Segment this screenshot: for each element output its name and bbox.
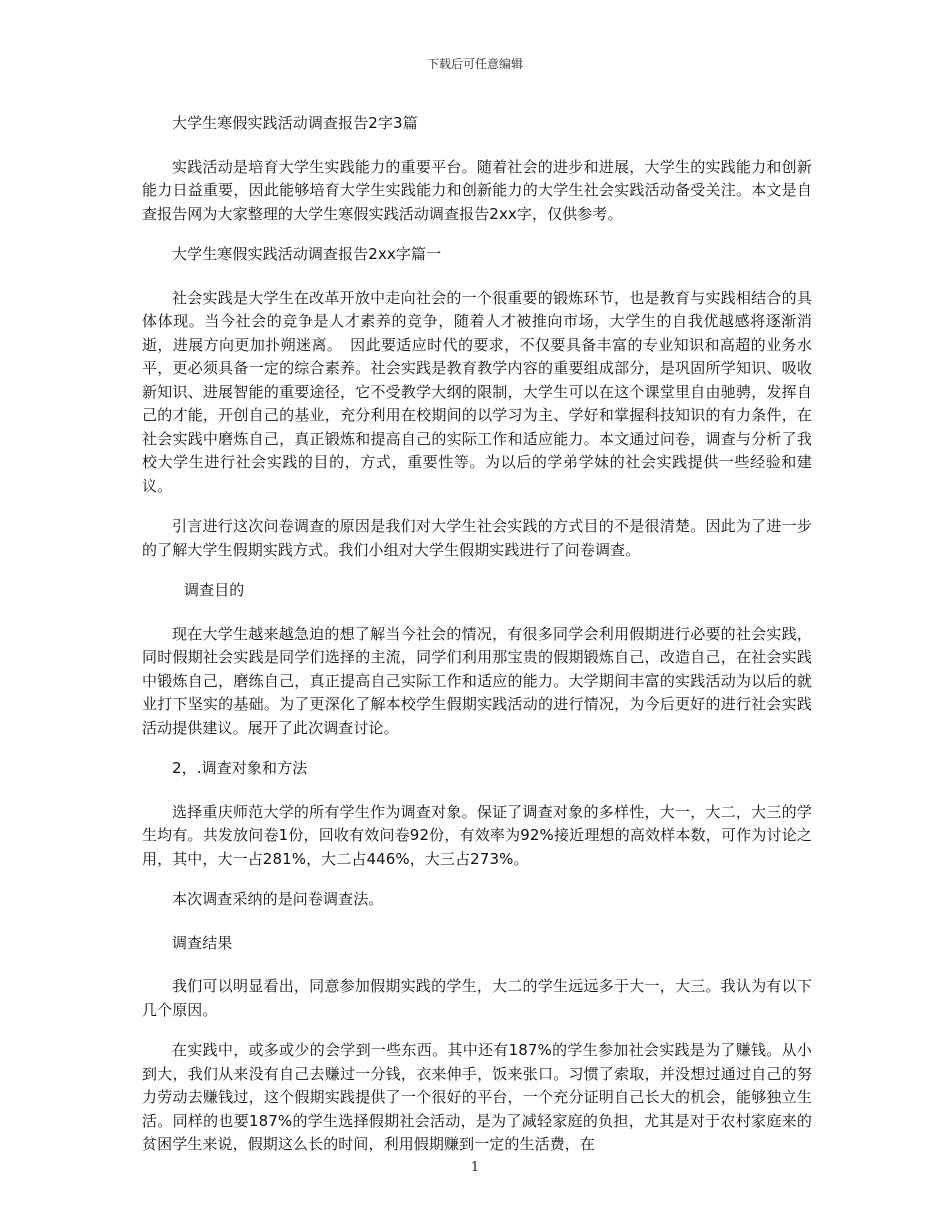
page-number: 1 bbox=[470, 1160, 480, 1175]
section-heading-subjects-methods: 2，.调查对象和方法 bbox=[172, 759, 308, 777]
page-header: 下载后可任意编辑 bbox=[426, 57, 523, 71]
paragraph-purpose: 现在大学生越来越急迫的想了解当今社会的情况，有很多同学会利用假期进行必要的社会实践，同时假期社会实践是同学们选择的主流，同学们利用那宝贵的假期锻炼自己，改造自己，在社会实践中锻炼自己，磨练自己，真正提高自己实际工作和适应的能力。大学期间丰富的实践活动为以后的就业打下坚实的基础。为了更深化了解本校学生假期实践活动的进行情况，为今后更好的进行社会实践活动提供建议。展开了此次调查讨论。 bbox=[142, 624, 812, 737]
paragraph-social-practice: 社会实践是大学生在改革开放中走向社会的一个很重要的锻炼环节，也是教育与实践相结合的具体体现。当今社会的竞争是人才素养的竞争，随着人才被推向市场，大学生的自我优越感将逐渐消逝，进展方向更加扑朔迷离。 因此要适应时代的要求，不仅要具备丰富的专业知识和高超的业务水平，更必须具备一定的综合素养。社会实践是教育教学内容的重要组成部分，是巩固所学知识、吸收新知识、进展智能的重要途径，它不受教学大纲的限制，大学生可以在这个课堂里自由驰骋，发挥自己的才能，开创自己的基业，充分利用在校期间的以学习为主、学好和掌握科技知识的有力条件，在社会实践中磨炼自己，真正锻炼和提高自己的实际工作和适应能力。本文通过问卷，调查与分析了我校大学生进行社会实践的目的，方式，重要性等。为以后的学弟学妹的社会实践提供一些经验和建议。 bbox=[142, 288, 812, 495]
section-heading-part-one: 大学生寒假实践活动调查报告2xx字篇一 bbox=[172, 245, 442, 263]
paragraph-results: 我们可以明显看出，同意参加假期实践的学生，大二的学生远远多于大一，大三。我认为有以下几个原因。 bbox=[142, 977, 812, 1019]
section-heading-results: 调查结果 bbox=[172, 933, 233, 952]
paragraph-preface: 引言进行这次问卷调查的原因是我们对大学生社会实践的方式目的不是很清楚。因此为了进一步的了解大学生假期实践方式。我们小组对大学生假期实践进行了问卷调查。 bbox=[142, 517, 812, 559]
document-title: 大学生寒假实践活动调查报告2字3篇 bbox=[172, 114, 418, 132]
paragraph-subjects: 选择重庆师范大学的所有学生作为调查对象。保证了调查对象的多样性，大一，大二，大三的学生均有。共发放问卷1份，回收有效问卷92份，有效率为92%接近理想的高效样本数，可作为讨论之用，其中，大一占281%，大二占446%，大三占273%。 bbox=[142, 802, 812, 868]
document-body bbox=[142, 112, 812, 1174]
section-heading-purpose: 调查目的 bbox=[184, 581, 245, 599]
paragraph-intro: 实践活动是培育大学生实践能力的重要平台。随着社会的进步和进展，大学生的实践能力和创新能力日益重要，因此能够培育大学生实践能力和创新能力的大学生社会实践活动备受关注。本文是自查报告网为大家整理的大学生寒假实践活动调查报告2xx字，仅供参考。 bbox=[142, 157, 812, 223]
paragraph-method: 本次调查采纳的是问卷调查法。 bbox=[172, 890, 384, 908]
paragraph-practice-gains: 在实践中，或多或少的会学到一些东西。其中还有187%的学生参加社会实践是为了赚钱。从小到大，我们从来没有自己去赚过一分钱，衣来伸手，饭来张口。习惯了索取，并没想过通过自己的努力劳动去赚钱过，这个假期实践提供了一个很好的平台，一个充分证明自己长大的机会，能够独立生活。同样的也要187%的学生选择假期社会活动，是为了减轻家庭的负担，尤其是对于农村家庭来的贫困学生来说，假期这么长的时间，利用假期赚到一定的生活费，在 bbox=[142, 1041, 812, 1153]
